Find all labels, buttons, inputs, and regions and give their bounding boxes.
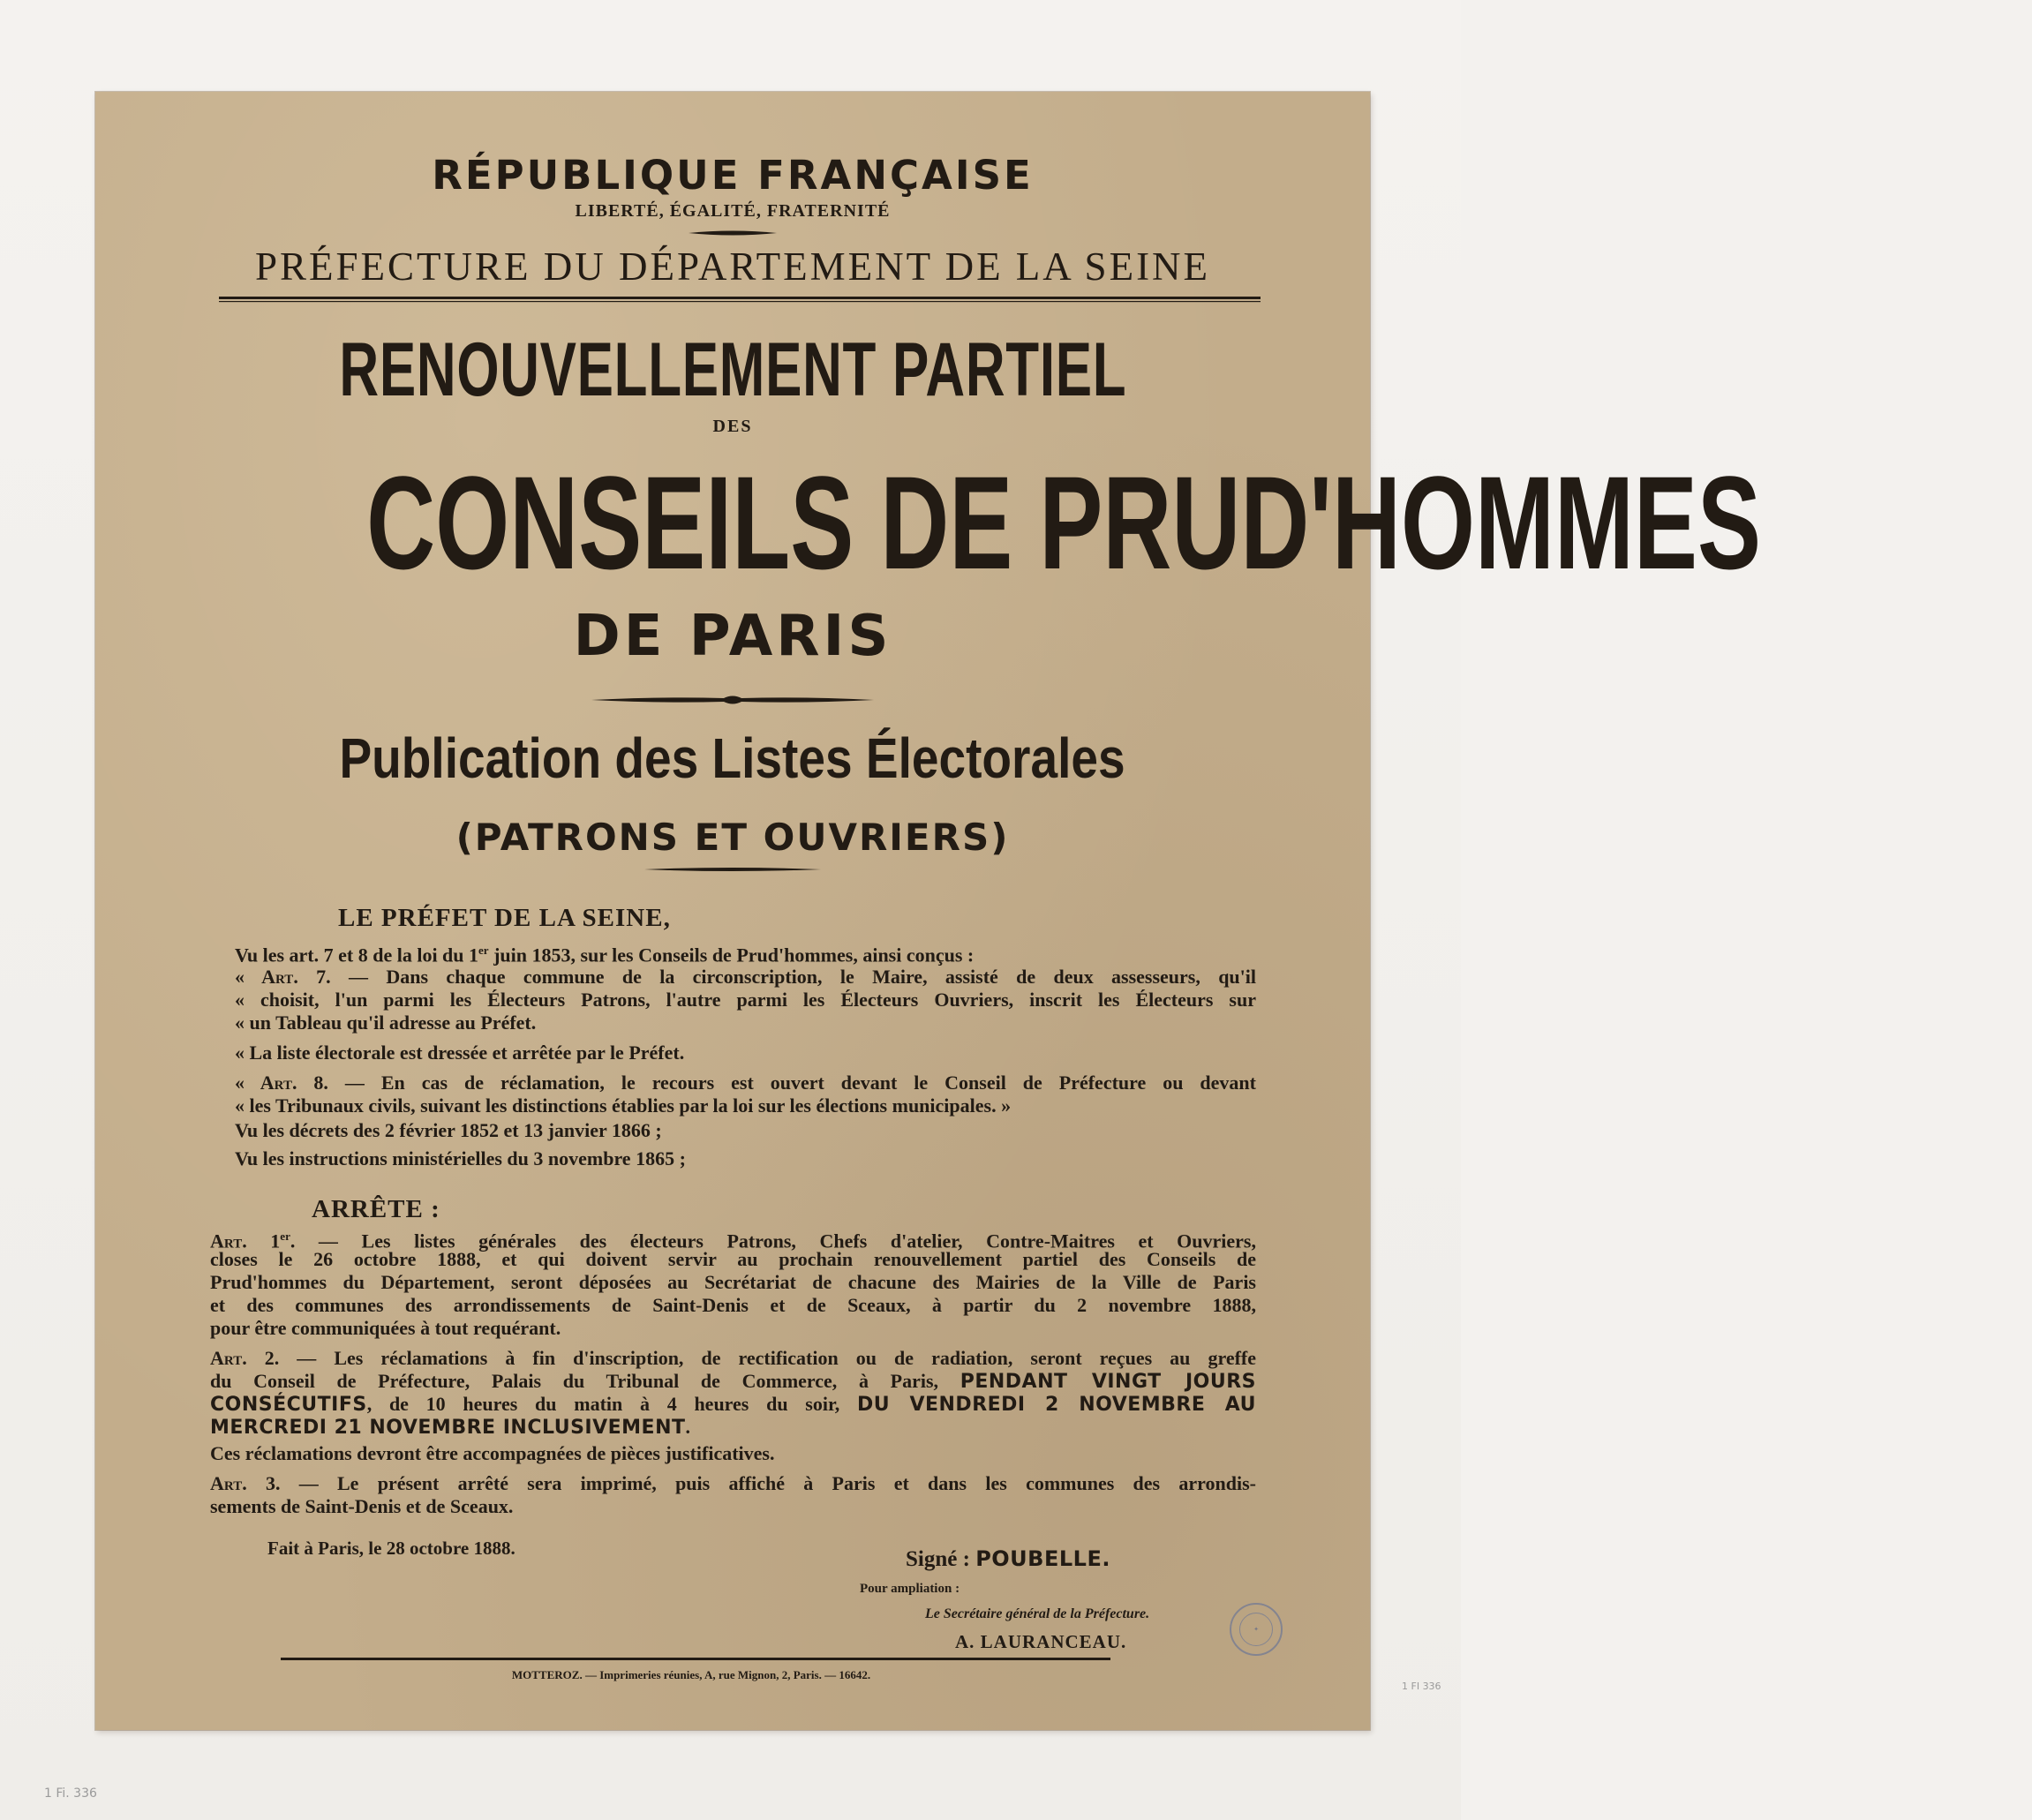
republique-francaise-heading: RÉPUBLIQUE FRANÇAISE [432,152,1034,199]
ornament-divider [689,229,777,237]
lauranceau-signature: A. LAURANCEAU. [955,1631,1127,1652]
vu-loi-line: Vu les art. 7 et 8 de la loi du 1er juin 1853, sur les Conseils de Prud'hommes, ainsi conçus : [235,944,975,966]
title-de-paris: DE PARIS [573,604,892,669]
footer-rule [281,1658,1110,1662]
ornament-divider [591,694,874,706]
art7-line: « choisit, l'un parmi les Électeurs Patrons, l'autre parmi les Électeurs Ouvriers, inscrit les Électeurs sur [235,989,1256,1011]
art8-line: « les Tribunaux civils, suivant les distinctions établies par la loi sur les élections municipales. » [235,1094,1012,1117]
secretaire-line: Le Secrétaire général de la Préfecture. [925,1606,1150,1621]
art1-line: pour être communiquées à tout requérant. [210,1317,561,1339]
art2-line: MERCREDI 21 NOVEMBRE INCLUSIVEMENT. [210,1416,690,1439]
art2-line: Ces réclamations devront être accompagnées de pièces justificatives. [210,1442,775,1464]
art1-line: Prud'hommes du Département, seront déposées au Secrétariat de chacune des Mairies de la Ville de Paris [210,1271,1256,1293]
prefecture-heading: PRÉFECTURE DU DÉPARTEMENT DE LA SEINE [254,244,1211,289]
ampliation-line: Pour ampliation : [860,1582,960,1596]
title-renouvellement: RENOUVELLEMENT PARTIEL [339,327,1126,412]
art1-line: Art. 1er. — Les listes générales des électeurs Patrons, Chefs d'atelier, Contre-Maitres et Ouvriers, [210,1230,1256,1252]
art3-line: sements de Saint-Denis et de Sceaux. [210,1495,514,1517]
instructions-line: Vu les instructions ministérielles du 3 novembre 1865 ; [235,1147,686,1169]
art1-line: et des communes des arrondissements de Saint-Denis et de Sceaux, à partir du 2 novembre 1888, [210,1294,1256,1316]
title-publication: Publication des Listes Électorales [339,726,1126,790]
art7-line: « un Tableau qu'il adresse au Préfet. [235,1012,537,1034]
art1-line: closes le 26 octobre 1888, et qui doivent servir au prochain renouvellement partiel des Conseils de [210,1248,1256,1270]
art2-line: Art. 2. — Les réclamations à fin d'inscription, de rectification ou de radiation, seront reçues au greffe [210,1347,1257,1369]
decrets-line: Vu les décrets des 2 février 1852 et 13 janvier 1866 ; [235,1119,662,1141]
art2-line: CONSÉCUTIFS, de 10 heures du matin à 4 heures du soir, DU VENDREDI 2 NOVEMBRE AU [210,1393,1257,1416]
art7-line: « La liste électorale est dressée et arrêtée par le Préfet. [235,1042,685,1064]
devise-line: LIBERTÉ, ÉGALITÉ, FRATERNITÉ [575,201,891,221]
emphasis-text: CONSÉCUTIFS [210,1394,367,1416]
prefet-heading: LE PRÉFET DE LA SEINE, [338,904,671,932]
archive-ref-right: 1 FI 336 [1402,1681,1441,1692]
arrete-heading: ARRÊTE : [312,1195,440,1223]
art8-line: « Art. 8. — En cas de réclamation, le recours est ouvert devant le Conseil de Préfecture ou devant [235,1072,1256,1094]
emphasis-text: PENDANT VINGT JOURS [960,1371,1256,1393]
art7-line: « Art. 7. — Dans chaque commune de la circonscription, le Maire, assisté de deux assesseurs, qu'il [235,966,1256,988]
title-patrons-ouvriers: (PATRONS ET OUVRIERS) [455,816,1010,859]
title-conseils: CONSEILS DE PRUD'HOMMES [366,448,1762,597]
printer-credit: MOTTEROZ. — Imprimeries réunies, A, rue Mignon, 2, Paris. — 16642. [511,1668,871,1681]
archive-ref-left: 1 Fi. 336 [44,1786,97,1801]
fait-a-paris: Fait à Paris, le 28 octobre 1888. [267,1538,516,1559]
title-des: DES [712,417,753,436]
emphasis-text: DU VENDREDI 2 NOVEMBRE AU [856,1394,1257,1416]
ornament-divider [644,866,821,873]
archive-stamp-icon: ✦ [1230,1603,1283,1656]
double-rule [219,297,1261,304]
art2-line: du Conseil de Préfecture, Palais du Tribunal de Commerce, à Paris, PENDANT VINGT JOURS [210,1370,1256,1393]
signe-line: Signé : POUBELLE. [906,1546,1110,1571]
art3-line: Art. 3. — Le présent arrêté sera imprimé, puis affiché à Paris et dans les communes des arrondis- [210,1472,1256,1494]
emphasis-text: MERCREDI 21 NOVEMBRE INCLUSIVEMENT [210,1417,686,1439]
